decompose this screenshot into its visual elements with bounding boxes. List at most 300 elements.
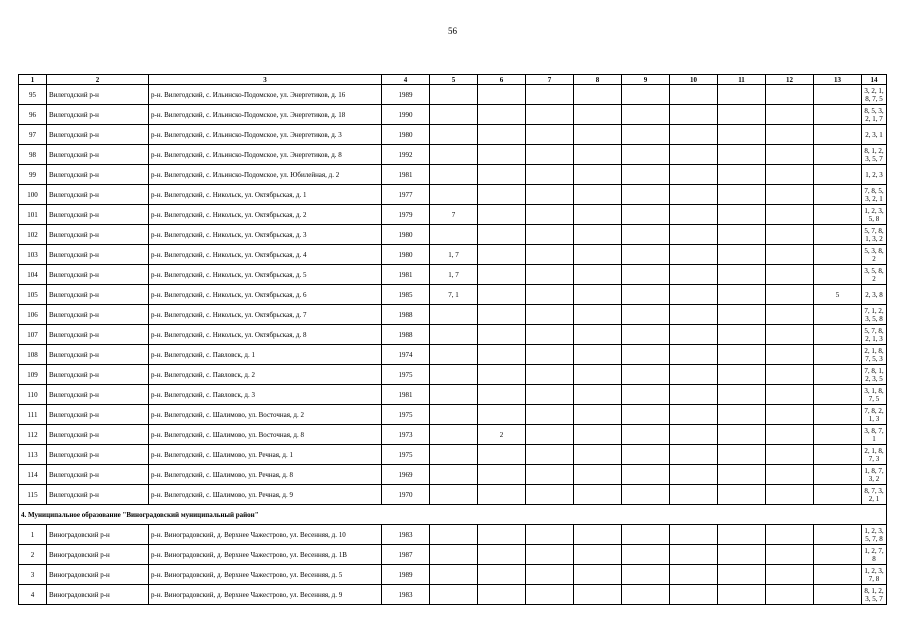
address-cell: р-н. Вилегодский, с. Никольск, ул. Октябрьская, д. 4 [149, 245, 382, 265]
column-9-cell [622, 265, 670, 285]
table-row [19, 205, 887, 225]
row-number-cell: 104 [19, 265, 47, 285]
table-row [19, 365, 887, 385]
column-10-cell [670, 545, 718, 565]
column-6-cell [478, 365, 526, 385]
year-cell: 1975 [382, 405, 430, 425]
row-number-cell: 105 [19, 285, 47, 305]
table-row [19, 465, 887, 485]
column-8-cell [574, 85, 622, 105]
row-number-cell: 99 [19, 165, 47, 185]
column-11-cell [718, 325, 766, 345]
column-5-cell [430, 445, 478, 465]
column-11-cell [718, 545, 766, 565]
column-10-cell [670, 485, 718, 505]
column-13-cell [814, 225, 862, 245]
year-cell: 1988 [382, 325, 430, 345]
year-cell: 1989 [382, 85, 430, 105]
column-header-14: 14 [862, 75, 887, 85]
table-row [19, 545, 887, 565]
column-10-cell [670, 405, 718, 425]
column-7-cell [526, 145, 574, 165]
column-5-cell [430, 565, 478, 585]
row-number-cell: 4 [19, 585, 47, 605]
column-6-cell: 2 [478, 425, 526, 445]
table-row [19, 385, 887, 405]
column-11-cell [718, 245, 766, 265]
address-cell: р-н. Вилегодский, с. Павловск, д. 1 [149, 345, 382, 365]
column-10-cell [670, 125, 718, 145]
column-7-cell [526, 345, 574, 365]
column-9-cell [622, 205, 670, 225]
column-12-cell [766, 125, 814, 145]
column-10-cell [670, 565, 718, 585]
column-9-cell [622, 225, 670, 245]
year-cell: 1987 [382, 545, 430, 565]
codes-cell: 3, 5, 8, 2 [862, 265, 887, 285]
column-11-cell [718, 85, 766, 105]
column-13-cell [814, 105, 862, 125]
table-row [19, 485, 887, 505]
column-8-cell [574, 405, 622, 425]
column-7-cell [526, 465, 574, 485]
column-5-cell [430, 185, 478, 205]
district-cell: Вилегодский р-н [47, 105, 149, 125]
column-9-cell [622, 345, 670, 365]
column-5-cell: 7, 1 [430, 285, 478, 305]
column-header-8: 8 [574, 75, 622, 85]
column-12-cell [766, 565, 814, 585]
column-10-cell [670, 425, 718, 445]
column-7-cell [526, 565, 574, 585]
column-header-5: 5 [430, 75, 478, 85]
column-8-cell [574, 365, 622, 385]
table-row [19, 565, 887, 585]
address-cell: р-н. Вилегодский, с. Ильинско-Подомское, ул. Энергетиков, д. 16 [149, 85, 382, 105]
table-row [19, 165, 887, 185]
column-6-cell [478, 345, 526, 365]
column-10-cell [670, 145, 718, 165]
column-11-cell [718, 365, 766, 385]
year-cell: 1990 [382, 105, 430, 125]
column-5-cell [430, 545, 478, 565]
column-5-cell [430, 145, 478, 165]
table-row [19, 425, 887, 445]
column-7-cell [526, 185, 574, 205]
row-number-cell: 97 [19, 125, 47, 145]
column-6-cell [478, 245, 526, 265]
row-number-cell: 115 [19, 485, 47, 505]
page-number: 56 [448, 26, 457, 36]
table-row [19, 145, 887, 165]
district-cell: Вилегодский р-н [47, 325, 149, 345]
column-11-cell [718, 105, 766, 125]
column-7-cell [526, 545, 574, 565]
district-cell: Вилегодский р-н [47, 345, 149, 365]
column-8-cell [574, 145, 622, 165]
district-cell: Вилегодский р-н [47, 145, 149, 165]
column-6-cell [478, 105, 526, 125]
column-5-cell: 7 [430, 205, 478, 225]
column-6-cell [478, 265, 526, 285]
year-cell: 1975 [382, 365, 430, 385]
column-6-cell [478, 305, 526, 325]
column-5-cell [430, 585, 478, 605]
column-7-cell [526, 445, 574, 465]
address-cell: р-н. Виноградовский, д. Верхнее Чажестрово, ул. Весенняя, д. 10 [149, 525, 382, 545]
district-cell: Вилегодский р-н [47, 485, 149, 505]
column-8-cell [574, 165, 622, 185]
column-8-cell [574, 565, 622, 585]
column-13-cell [814, 365, 862, 385]
column-9-cell [622, 465, 670, 485]
column-5-cell [430, 365, 478, 385]
table-row [19, 445, 887, 465]
column-6-cell [478, 125, 526, 145]
address-cell: р-н. Вилегодский, с. Шалимово, ул. Восточная, д. 2 [149, 405, 382, 425]
column-header-9: 9 [622, 75, 670, 85]
codes-cell: 3, 2, 1, 8, 7, 5 [862, 85, 887, 105]
codes-cell: 1, 2, 3 [862, 165, 887, 185]
column-5-cell [430, 305, 478, 325]
table-row [19, 225, 887, 245]
table-row [19, 125, 887, 145]
codes-cell: 2, 3, 8 [862, 285, 887, 305]
address-cell: р-н. Вилегодский, с. Шалимово, ул. Речная, д. 9 [149, 485, 382, 505]
column-7-cell [526, 365, 574, 385]
column-10-cell [670, 345, 718, 365]
column-8-cell [574, 585, 622, 605]
column-header-3: 3 [149, 75, 382, 85]
column-10-cell [670, 105, 718, 125]
column-9-cell [622, 425, 670, 445]
column-header-12: 12 [766, 75, 814, 85]
year-cell: 1975 [382, 445, 430, 465]
column-8-cell [574, 525, 622, 545]
column-8-cell [574, 285, 622, 305]
column-6-cell [478, 225, 526, 245]
codes-cell: 2, 1, 8, 7, 5, 3 [862, 345, 887, 365]
column-10-cell [670, 305, 718, 325]
column-11-cell [718, 205, 766, 225]
column-11-cell [718, 225, 766, 245]
column-12-cell [766, 465, 814, 485]
table-row [19, 345, 887, 365]
column-11-cell [718, 405, 766, 425]
column-12-cell [766, 585, 814, 605]
column-13-cell [814, 545, 862, 565]
column-11-cell [718, 465, 766, 485]
column-10-cell [670, 245, 718, 265]
column-8-cell [574, 325, 622, 345]
address-cell: р-н. Вилегодский, с. Никольск, ул. Октябрьская, д. 5 [149, 265, 382, 285]
row-number-cell: 3 [19, 565, 47, 585]
district-cell: Виноградовский р-н [47, 525, 149, 545]
column-7-cell [526, 485, 574, 505]
district-cell: Вилегодский р-н [47, 445, 149, 465]
year-cell: 1981 [382, 265, 430, 285]
column-5-cell [430, 405, 478, 425]
column-7-cell [526, 585, 574, 605]
address-cell: р-н. Вилегодский, с. Павловск, д. 2 [149, 365, 382, 385]
column-5-cell [430, 425, 478, 445]
column-12-cell [766, 445, 814, 465]
column-7-cell [526, 85, 574, 105]
codes-cell: 1, 2, 3, 5, 7, 8 [862, 525, 887, 545]
column-6-cell [478, 465, 526, 485]
column-header-4: 4 [382, 75, 430, 85]
year-cell: 1970 [382, 485, 430, 505]
column-7-cell [526, 245, 574, 265]
address-cell: р-н. Вилегодский, с. Павловск, д. 3 [149, 385, 382, 405]
column-12-cell [766, 165, 814, 185]
table-header [19, 75, 887, 85]
year-cell: 1974 [382, 345, 430, 365]
table-row [19, 525, 887, 545]
section-title: 4. Муниципальное образование "Виноградовский муниципальный район" [19, 505, 887, 525]
year-cell: 1989 [382, 565, 430, 585]
codes-cell: 2, 1, 8, 7, 3 [862, 445, 887, 465]
column-12-cell [766, 85, 814, 105]
column-8-cell [574, 245, 622, 265]
address-cell: р-н. Вилегодский, с. Никольск, ул. Октябрьская, д. 7 [149, 305, 382, 325]
column-6-cell [478, 145, 526, 165]
row-number-cell: 98 [19, 145, 47, 165]
address-cell: р-н. Вилегодский, с. Шалимово, ул. Речная, д. 8 [149, 465, 382, 485]
column-13-cell [814, 125, 862, 145]
codes-cell: 3, 8, 7, 1 [862, 425, 887, 445]
column-7-cell [526, 385, 574, 405]
row-number-cell: 109 [19, 365, 47, 385]
column-7-cell [526, 265, 574, 285]
column-12-cell [766, 385, 814, 405]
column-11-cell [718, 345, 766, 365]
column-7-cell [526, 425, 574, 445]
column-10-cell [670, 165, 718, 185]
year-cell: 1980 [382, 225, 430, 245]
address-cell: р-н. Вилегодский, с. Ильинско-Подомское, ул. Юбилейная, д. 2 [149, 165, 382, 185]
column-12-cell [766, 105, 814, 125]
column-10-cell [670, 185, 718, 205]
column-8-cell [574, 185, 622, 205]
address-cell: р-н. Вилегодский, с. Шалимово, ул. Речная, д. 1 [149, 445, 382, 465]
codes-cell: 8, 7, 3, 2, 1 [862, 485, 887, 505]
column-8-cell [574, 425, 622, 445]
column-5-cell [430, 325, 478, 345]
column-13-cell [814, 425, 862, 445]
year-cell: 1979 [382, 205, 430, 225]
column-8-cell [574, 305, 622, 325]
table-row [19, 305, 887, 325]
column-9-cell [622, 485, 670, 505]
column-8-cell [574, 385, 622, 405]
table-row [19, 85, 887, 105]
column-13-cell [814, 325, 862, 345]
column-9-cell [622, 245, 670, 265]
column-8-cell [574, 105, 622, 125]
column-12-cell [766, 185, 814, 205]
codes-cell: 7, 1, 2, 3, 5, 8 [862, 305, 887, 325]
column-8-cell [574, 445, 622, 465]
column-9-cell [622, 165, 670, 185]
codes-cell: 5, 3, 8, 2 [862, 245, 887, 265]
column-9-cell [622, 405, 670, 425]
column-12-cell [766, 325, 814, 345]
column-6-cell [478, 405, 526, 425]
codes-cell: 8, 5, 3, 2, 1, 7 [862, 105, 887, 125]
column-header-13: 13 [814, 75, 862, 85]
column-5-cell: 1, 7 [430, 245, 478, 265]
row-number-cell: 108 [19, 345, 47, 365]
column-13-cell [814, 405, 862, 425]
column-9-cell [622, 565, 670, 585]
codes-cell: 8, 1, 2, 3, 5, 7 [862, 145, 887, 165]
district-cell: Вилегодский р-н [47, 385, 149, 405]
column-12-cell [766, 405, 814, 425]
table-body [19, 85, 887, 605]
column-6-cell [478, 545, 526, 565]
district-cell: Вилегодский р-н [47, 165, 149, 185]
column-11-cell [718, 185, 766, 205]
column-header-11: 11 [718, 75, 766, 85]
column-11-cell [718, 525, 766, 545]
row-number-cell: 103 [19, 245, 47, 265]
row-number-cell: 102 [19, 225, 47, 245]
table-row [19, 325, 887, 345]
column-11-cell [718, 305, 766, 325]
column-12-cell [766, 205, 814, 225]
codes-cell: 5, 7, 8, 2, 1, 3 [862, 325, 887, 345]
column-7-cell [526, 105, 574, 125]
column-13-cell [814, 525, 862, 545]
address-cell: р-н. Вилегодский, с. Никольск, ул. Октябрьская, д. 2 [149, 205, 382, 225]
district-cell: Вилегодский р-н [47, 425, 149, 445]
codes-cell: 3, 1, 8, 7, 5 [862, 385, 887, 405]
register-table [18, 74, 887, 605]
column-13-cell [814, 265, 862, 285]
row-number-cell: 113 [19, 445, 47, 465]
column-9-cell [622, 585, 670, 605]
district-cell: Виноградовский р-н [47, 545, 149, 565]
column-6-cell [478, 445, 526, 465]
column-9-cell [622, 85, 670, 105]
column-5-cell [430, 465, 478, 485]
column-5-cell [430, 125, 478, 145]
column-11-cell [718, 425, 766, 445]
column-12-cell [766, 245, 814, 265]
column-header-2: 2 [47, 75, 149, 85]
codes-cell: 7, 8, 5, 3, 2, 1 [862, 185, 887, 205]
column-13-cell [814, 145, 862, 165]
column-11-cell [718, 565, 766, 585]
column-9-cell [622, 125, 670, 145]
column-5-cell [430, 165, 478, 185]
column-10-cell [670, 265, 718, 285]
column-5-cell [430, 485, 478, 505]
column-11-cell [718, 125, 766, 145]
year-cell: 1973 [382, 425, 430, 445]
column-8-cell [574, 345, 622, 365]
column-12-cell [766, 545, 814, 565]
column-header-6: 6 [478, 75, 526, 85]
column-9-cell [622, 325, 670, 345]
column-9-cell [622, 525, 670, 545]
district-cell: Вилегодский р-н [47, 225, 149, 245]
column-8-cell [574, 465, 622, 485]
column-13-cell [814, 565, 862, 585]
column-10-cell [670, 525, 718, 545]
address-cell: р-н. Вилегодский, с. Ильинско-Подомское, ул. Энергетиков, д. 3 [149, 125, 382, 145]
column-9-cell [622, 445, 670, 465]
row-number-cell: 1 [19, 525, 47, 545]
column-11-cell [718, 585, 766, 605]
row-number-cell: 96 [19, 105, 47, 125]
codes-cell: 2, 3, 1 [862, 125, 887, 145]
column-13-cell [814, 185, 862, 205]
column-8-cell [574, 205, 622, 225]
district-cell: Вилегодский р-н [47, 365, 149, 385]
column-7-cell [526, 525, 574, 545]
address-cell: р-н. Вилегодский, с. Ильинско-Подомское, ул. Энергетиков, д. 18 [149, 105, 382, 125]
row-number-cell: 107 [19, 325, 47, 345]
address-cell: р-н. Вилегодский, с. Шалимово, ул. Восточная, д. 8 [149, 425, 382, 445]
column-12-cell [766, 145, 814, 165]
column-9-cell [622, 285, 670, 305]
year-cell: 1981 [382, 385, 430, 405]
column-5-cell [430, 85, 478, 105]
district-cell: Вилегодский р-н [47, 405, 149, 425]
section-heading-row [19, 505, 887, 525]
column-10-cell [670, 365, 718, 385]
column-7-cell [526, 125, 574, 145]
row-number-cell: 106 [19, 305, 47, 325]
district-cell: Вилегодский р-н [47, 125, 149, 145]
district-cell: Вилегодский р-н [47, 285, 149, 305]
table-row [19, 285, 887, 305]
row-number-cell: 112 [19, 425, 47, 445]
year-cell: 1983 [382, 525, 430, 545]
column-9-cell [622, 545, 670, 565]
column-12-cell [766, 425, 814, 445]
column-10-cell [670, 465, 718, 485]
column-6-cell [478, 165, 526, 185]
column-6-cell [478, 385, 526, 405]
column-12-cell [766, 285, 814, 305]
column-9-cell [622, 105, 670, 125]
year-cell: 1981 [382, 165, 430, 185]
year-cell: 1988 [382, 305, 430, 325]
address-cell: р-н. Вилегодский, с. Никольск, ул. Октябрьская, д. 8 [149, 325, 382, 345]
column-7-cell [526, 305, 574, 325]
column-7-cell [526, 225, 574, 245]
column-header-1: 1 [19, 75, 47, 85]
address-cell: р-н. Вилегодский, с. Никольск, ул. Октябрьская, д. 3 [149, 225, 382, 245]
column-6-cell [478, 185, 526, 205]
column-10-cell [670, 205, 718, 225]
column-8-cell [574, 265, 622, 285]
column-9-cell [622, 305, 670, 325]
codes-cell: 7, 8, 2, 1, 3 [862, 405, 887, 425]
column-6-cell [478, 205, 526, 225]
column-6-cell [478, 85, 526, 105]
column-10-cell [670, 285, 718, 305]
column-5-cell [430, 225, 478, 245]
column-12-cell [766, 365, 814, 385]
column-12-cell [766, 225, 814, 245]
district-cell: Вилегодский р-н [47, 465, 149, 485]
column-12-cell [766, 305, 814, 325]
column-5-cell: 1, 7 [430, 265, 478, 285]
